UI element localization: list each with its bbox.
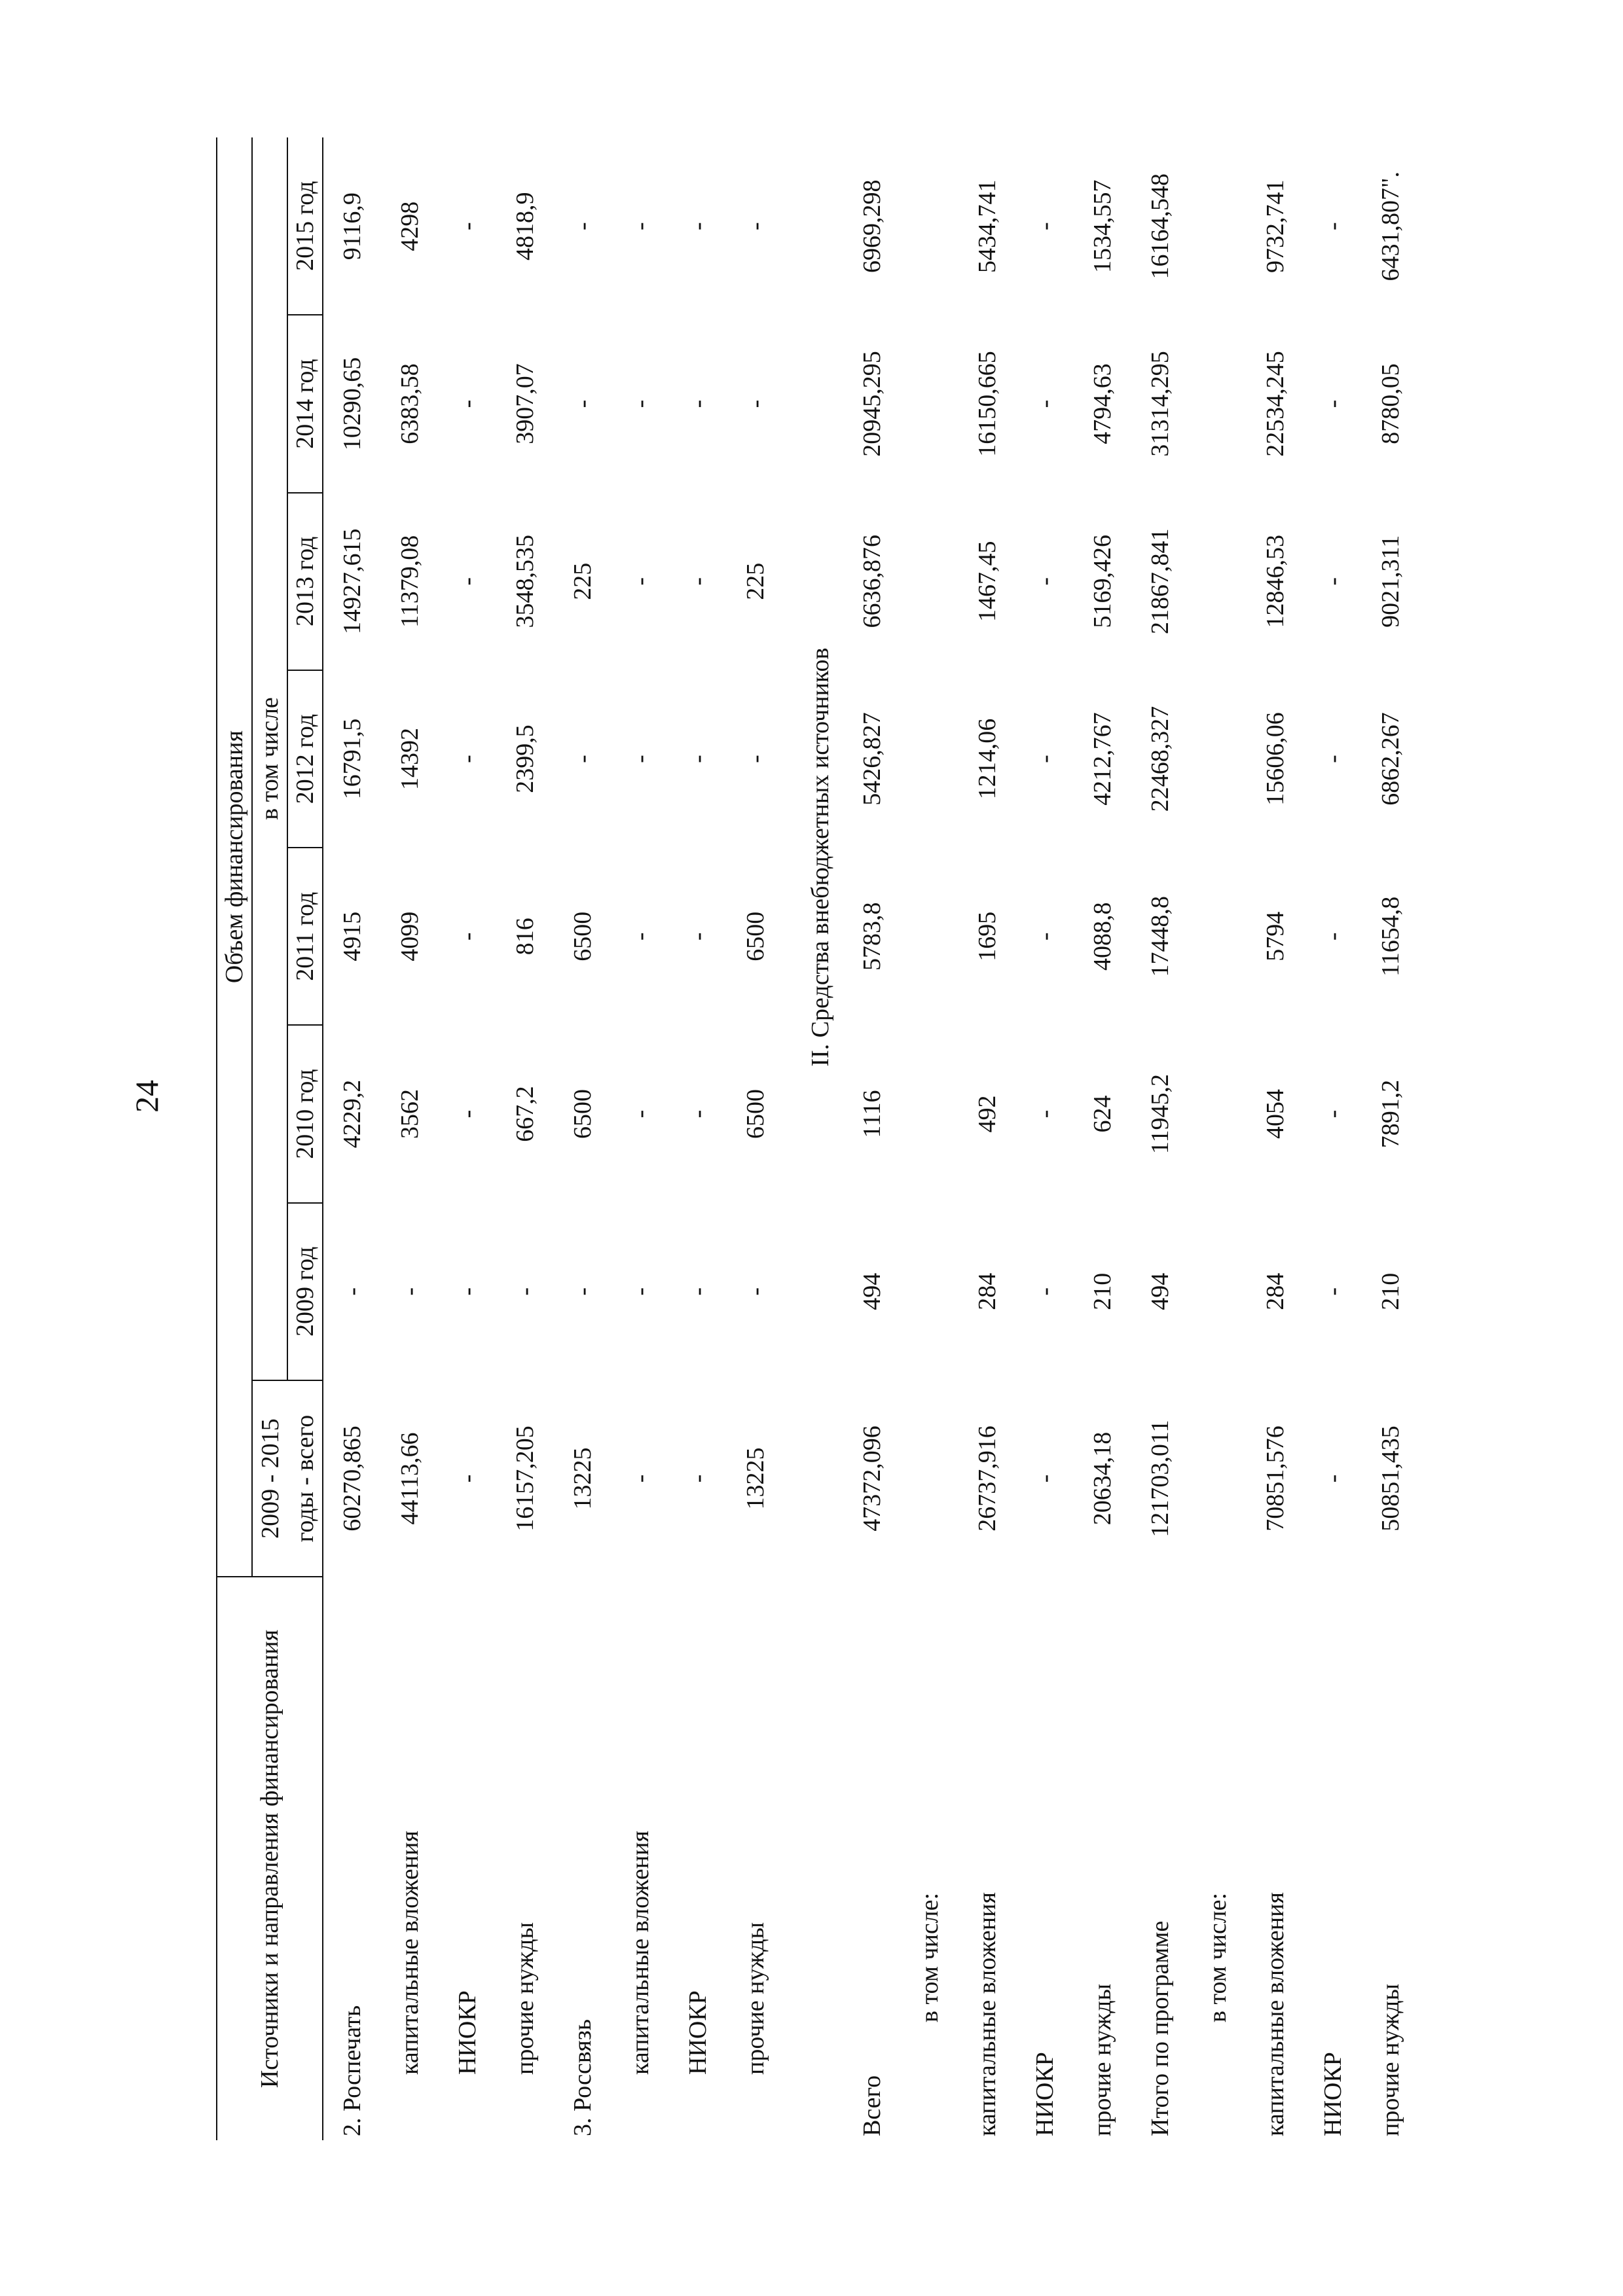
cell-year: - — [1319, 222, 1347, 231]
cell-year: 284 — [974, 1272, 1001, 1310]
header-total-top: 2009 - 2015 — [252, 1380, 287, 1577]
row-label: капитальные вложения — [1262, 1892, 1289, 2136]
cell-year — [1189, 315, 1247, 492]
cell-total: 13225 — [569, 1447, 596, 1510]
cell-year: 17448,8 — [1146, 896, 1174, 977]
cell-year: - — [1319, 1287, 1347, 1296]
cell-year: 494 — [858, 1272, 886, 1310]
table-row — [901, 137, 958, 2140]
cell-total: 121703,011 — [1146, 1420, 1174, 1537]
cell-year: - — [742, 1287, 769, 1296]
cell-year — [1189, 1203, 1247, 1380]
cell-total: - — [684, 1474, 712, 1483]
cell-year: - — [1031, 755, 1059, 763]
table-row — [611, 137, 669, 2140]
cell-year: 9021,311 — [1377, 535, 1404, 628]
cell-year: - — [454, 1109, 481, 1119]
cell-year: - — [742, 399, 769, 408]
cell-total: 60270,865 — [338, 1426, 366, 1532]
cell-year — [1189, 670, 1247, 848]
cell-year: 4088,8 — [1089, 902, 1116, 971]
cell-total: 70851,576 — [1262, 1426, 1289, 1532]
cell-year: - — [396, 1287, 424, 1296]
cell-year: 11945,2 — [1146, 1073, 1174, 1155]
cell-year: 4229,2 — [338, 1079, 366, 1149]
header-year: 2011 год — [287, 848, 323, 1025]
cell-year: 4054 — [1262, 1089, 1289, 1139]
cell-year: - — [1031, 222, 1059, 231]
cell-year: - — [1031, 932, 1059, 941]
cell-year: 9116,9 — [338, 192, 366, 260]
cell-year: - — [684, 222, 712, 231]
row-label: в том числе: — [1204, 1892, 1231, 2022]
header-year: 2015 год — [287, 137, 323, 315]
cell-year: 667,2 — [511, 1086, 539, 1142]
table-body-part1 — [323, 137, 784, 2140]
cell-year: 12846,53 — [1262, 535, 1289, 628]
cell-year: 1695 — [974, 911, 1001, 961]
cell-year: - — [627, 1109, 654, 1119]
cell-year — [1189, 493, 1247, 670]
cell-year: 8780,05 — [1377, 363, 1404, 444]
header-year: 2013 год — [287, 493, 323, 670]
cell-year: 14927,615 — [338, 528, 366, 635]
cell-year: - — [338, 1287, 366, 1296]
cell-year: - — [684, 755, 712, 763]
cell-total: 44113,66 — [396, 1432, 424, 1525]
cell-year: 4298 — [396, 201, 424, 251]
table-row — [496, 137, 554, 2140]
cell-year: 11654,8 — [1377, 896, 1404, 977]
header-including: в том числе — [252, 137, 287, 1380]
table-row — [1074, 137, 1131, 2140]
table-row — [1131, 137, 1189, 2140]
table-row — [1189, 137, 1247, 2140]
cell-year: - — [569, 399, 596, 408]
cell-year: 1214,06 — [974, 718, 1001, 800]
cell-year: 5783,8 — [858, 902, 886, 971]
table-row — [1247, 137, 1304, 2140]
section-title: II. Средства внебюджетных источников — [807, 647, 834, 1067]
cell-year: 4794,63 — [1089, 363, 1116, 444]
cell-total: - — [1031, 1474, 1059, 1483]
cell-year — [901, 137, 958, 315]
cell-year: 284 — [1262, 1272, 1289, 1310]
cell-year: - — [1031, 1109, 1059, 1119]
row-label: 3. Россвязь — [569, 2018, 596, 2136]
table-row — [554, 137, 611, 2140]
cell-year: - — [627, 755, 654, 763]
cell-total — [901, 1380, 958, 1577]
cell-total: 20634,18 — [1089, 1431, 1116, 1526]
table-row — [1016, 137, 1074, 2140]
header-sources: Источники и направления финансирования — [217, 1577, 323, 2140]
row-label: прочие нужды — [1377, 1983, 1404, 2136]
row-label: капитальные вложения — [396, 1831, 424, 2075]
cell-year: - — [569, 755, 596, 763]
cell-year: 1534,557 — [1089, 179, 1116, 273]
cell-year: - — [1319, 932, 1347, 941]
cell-year: 6431,807". — [1377, 171, 1404, 281]
cell-year: - — [1319, 755, 1347, 763]
cell-year: - — [1031, 577, 1059, 586]
cell-year — [1189, 848, 1247, 1025]
header-year: 2009 год — [287, 1203, 323, 1380]
cell-year: - — [454, 1287, 481, 1296]
cell-year: 1467,45 — [974, 541, 1001, 622]
table-row — [843, 137, 901, 2140]
cell-year: - — [627, 932, 654, 941]
table-frame — [216, 137, 1404, 2140]
cell-year: - — [454, 755, 481, 763]
cell-year: 225 — [569, 562, 596, 600]
page-number: 24 — [128, 1080, 165, 1113]
cell-year: 1116 — [858, 1090, 886, 1138]
cell-year: 15606,06 — [1262, 712, 1289, 806]
cell-year: 16791,5 — [338, 718, 366, 800]
table-row — [323, 137, 381, 2140]
cell-year: 3907,07 — [511, 363, 539, 444]
table-body-part2 — [843, 137, 1419, 2140]
cell-year: 5426,827 — [858, 712, 886, 806]
cell-year — [901, 848, 958, 1025]
cell-year: 16164,548 — [1146, 173, 1174, 279]
cell-year: 9732,741 — [1262, 179, 1289, 273]
row-label: НИОКР — [1031, 2052, 1059, 2136]
cell-year: - — [684, 399, 712, 408]
table-row — [439, 137, 496, 2140]
cell-year: - — [454, 932, 481, 941]
cell-year: - — [742, 755, 769, 763]
cell-year: 20945,295 — [858, 351, 886, 457]
row-label: НИОКР — [684, 1990, 712, 2075]
row-label: капитальные вложения — [974, 1892, 1001, 2136]
header-year: 2012 год — [287, 670, 323, 848]
cell-year: 4915 — [338, 911, 366, 961]
row-label: прочие нужды — [511, 1922, 539, 2075]
row-label: капитальные вложения — [627, 1831, 654, 2075]
cell-year: 225 — [742, 562, 769, 600]
cell-year: 7891,2 — [1377, 1079, 1404, 1149]
cell-year: 6500 — [742, 911, 769, 961]
cell-total: - — [627, 1474, 654, 1483]
cell-year: 21867,841 — [1146, 528, 1174, 635]
cell-year: 16150,665 — [974, 351, 1001, 457]
row-label: прочие нужды — [1089, 1983, 1116, 2136]
cell-year: - — [684, 1287, 712, 1296]
cell-total: 13225 — [742, 1447, 769, 1510]
cell-year: - — [1031, 399, 1059, 408]
cell-year: 6383,58 — [396, 363, 424, 444]
cell-year: - — [454, 577, 481, 586]
cell-year: 3562 — [396, 1089, 424, 1139]
cell-year: - — [1319, 1109, 1347, 1119]
cell-year: 22468,327 — [1146, 706, 1174, 812]
cell-year: - — [684, 932, 712, 941]
cell-year — [901, 1025, 958, 1202]
cell-year: 3548,535 — [511, 535, 539, 628]
cell-year — [901, 670, 958, 848]
cell-year: 4212,767 — [1089, 712, 1116, 806]
table-header — [217, 137, 323, 2140]
cell-year: 210 — [1377, 1272, 1404, 1310]
cell-year: 210 — [1089, 1272, 1116, 1310]
table-row — [958, 137, 1016, 2140]
cell-year: - — [627, 1287, 654, 1296]
table-row — [381, 137, 439, 2140]
cell-year: - — [684, 577, 712, 586]
cell-year: 6862,267 — [1377, 712, 1404, 806]
cell-year: 5169,426 — [1089, 535, 1116, 628]
cell-year: - — [627, 222, 654, 231]
cell-year — [1189, 1025, 1247, 1202]
financing-table — [216, 137, 1419, 2140]
cell-total: 26737,916 — [974, 1426, 1001, 1532]
cell-year: - — [684, 1109, 712, 1119]
cell-year — [901, 1203, 958, 1380]
row-label: прочие нужды — [742, 1922, 769, 2075]
cell-year: 5434,741 — [974, 179, 1001, 273]
cell-total: - — [1319, 1474, 1347, 1483]
cell-year: - — [1319, 399, 1347, 408]
cell-year: 6500 — [569, 1089, 596, 1139]
table-row — [1304, 137, 1362, 2140]
cell-year: 6500 — [742, 1089, 769, 1139]
row-label: в том числе: — [916, 1892, 943, 2022]
cell-year: 4818,9 — [511, 192, 539, 260]
cell-total: 47372,096 — [858, 1426, 886, 1532]
table-row — [727, 137, 784, 2140]
cell-year: - — [454, 399, 481, 408]
cell-year: 6500 — [569, 911, 596, 961]
cell-year: - — [1031, 1287, 1059, 1296]
cell-year: - — [511, 1287, 539, 1296]
header-total-bottom: годы - всего — [287, 1380, 323, 1577]
row-label: Итого по программе — [1146, 1920, 1174, 2136]
cell-year: 494 — [1146, 1272, 1174, 1310]
cell-year: 2399,5 — [511, 725, 539, 793]
cell-year: 624 — [1089, 1095, 1116, 1133]
header-year: 2014 год — [287, 315, 323, 492]
row-label: Всего — [858, 2075, 886, 2136]
cell-year: 14392 — [396, 728, 424, 791]
cell-year: - — [569, 222, 596, 231]
cell-year: - — [742, 222, 769, 231]
row-label: НИОКР — [454, 1990, 481, 2075]
cell-year — [901, 493, 958, 670]
cell-year: 6636,876 — [858, 535, 886, 628]
section-header — [784, 137, 843, 2140]
row-label: 2. Роспечать — [338, 2005, 366, 2136]
cell-year: 492 — [974, 1095, 1001, 1133]
cell-total: 50851,435 — [1377, 1426, 1404, 1532]
table-row — [1362, 137, 1419, 2140]
cell-year: 5794 — [1262, 911, 1289, 961]
cell-total — [1189, 1380, 1247, 1577]
table-row — [669, 137, 727, 2140]
header-volume: Объем финансирования — [217, 137, 252, 1577]
cell-year: - — [454, 222, 481, 231]
cell-year — [901, 315, 958, 492]
cell-year: - — [1319, 577, 1347, 586]
cell-year: - — [627, 577, 654, 586]
cell-year: - — [627, 399, 654, 408]
cell-year: - — [569, 1287, 596, 1296]
cell-year: 6969,298 — [858, 179, 886, 273]
cell-total: 16157,205 — [511, 1426, 539, 1532]
cell-year: 11379,08 — [396, 535, 424, 628]
row-label: НИОКР — [1319, 2052, 1347, 2136]
cell-year: 22534,245 — [1262, 351, 1289, 457]
cell-total: - — [454, 1474, 481, 1483]
header-year: 2010 год — [287, 1025, 323, 1202]
cell-year: 10290,65 — [338, 357, 366, 451]
cell-year: 4099 — [396, 911, 424, 961]
cell-year — [1189, 137, 1247, 315]
cell-year: 816 — [511, 918, 539, 956]
cell-year: 31314,295 — [1146, 351, 1174, 457]
